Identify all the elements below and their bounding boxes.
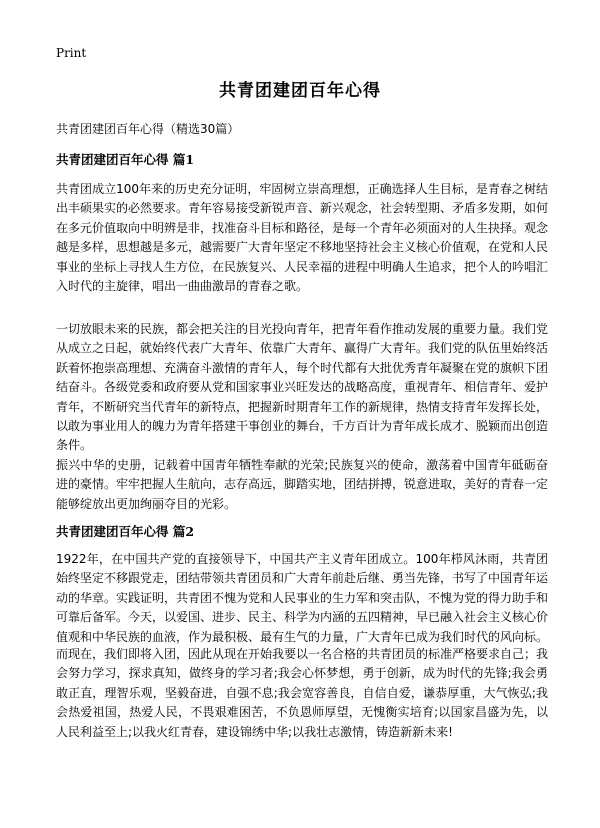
paragraph-1-1: 共青团成立100年来的历史充分证明，牢固树立崇高理想，正确选择人生目标，是青春之树结出丰硕果实的必然要求。青年容易接受新锐声音、新兴观念，社会转型期、矛盾多发期，如何在多元价值取向中明辨是非，找准奋斗目标和路径，是每一个青年必须面对的人生抉择。观念越是多样，思想越是多元，越需要广大青年坚定不移地坚持社会主义核心价值观，在党和人民事业的坐标上寻找人生方位，在民族复兴、人民幸福的进程中明确人生追求，把个人的吟唱汇入时代的主旋律，唱出一曲曲激昂的青春之歌。 <box>56 182 549 294</box>
document-title: 共青团建团百年心得 <box>219 81 381 101</box>
section-heading-2: 共青团建团百年心得 篇2 <box>56 524 195 539</box>
paragraph-2-1: 1922年，在中国共产党的直接领导下，中国共产主义青年团成立。100年栉风沐雨，共青团始终坚定不移跟党走，团结带领共青团员和广大青年前赴后继、勇当先锋，书写了中国青年运动的华章。实践证明，共青团不愧为党和人民事业的生力军和突击队，不愧为党的得力助手和可靠后备军。今天，以爱国、进步、民主、科学为内涵的五四精神，早已融入社会主义核心价值观和中华民族的血液，作为最积极、最有生气的力量，广大青年已成为我们时代的风向标。 <box>56 552 549 644</box>
section-heading-1: 共青团建团百年心得 篇1 <box>56 152 195 167</box>
paragraph-1-3: 振兴中华的史册，记载着中国青年牺牲奉献的光荣;民族复兴的使命，激荡着中国青年砥砺奋进的豪情。牢牢把握人生航向，志存高远，脚踏实地，团结拼搏，锐意进取，美好的青春一定能够绽放出更加绚丽夺目的光彩。 <box>56 458 549 511</box>
print-link[interactable]: Print <box>56 46 87 60</box>
paragraph-2-2: 而现在，我们即将入团，因此从现在开始我要以一名合格的共青团员的标准严格要求自己；我会努力学习，探求真知，做终身的学习者;我会心怀梦想，勇于创新，成为时代的先锋;我会勇敢正直，理智乐观，坚毅奋进，自强不息;我会宽容善良，自信自爱，谦恭厚重，大气恢弘;我会热爱祖国，热爱人民，不畏艰难困苦，不负恩师厚望，无愧衡实培育;以国家昌盛为先，以人民利益至上;以我火红青春，建设锦绣中华;以我壮志激情，铸造新新未来! <box>56 647 549 739</box>
paragraph-1-2: 一切放眼未来的民族，都会把关注的目光投向青年，把青年看作推动发展的重要力量。我们党从成立之日起，就始终代表广大青年、依靠广大青年、赢得广大青年。我们党的队伍里始终活跃着怀抱崇高理想、充满奋斗激情的青年人，每个时代都有大批优秀青年凝聚在党的旗帜下团结奋斗。各级党委和政府要从党和国家事业兴旺发达的战略高度，重视青年、相信青年、爱护青年，不断研究当代青年的新特点，把握新时期青年工作的新规律，热情支持青年发挥长处，以敢为事业用人的魄力为青年搭建干事创业的舞台，千方百计为青年成长成才、脱颖而出创造条件。 <box>56 322 549 453</box>
document-subtitle: 共青团建团百年心得（精选30篇） <box>56 122 240 136</box>
